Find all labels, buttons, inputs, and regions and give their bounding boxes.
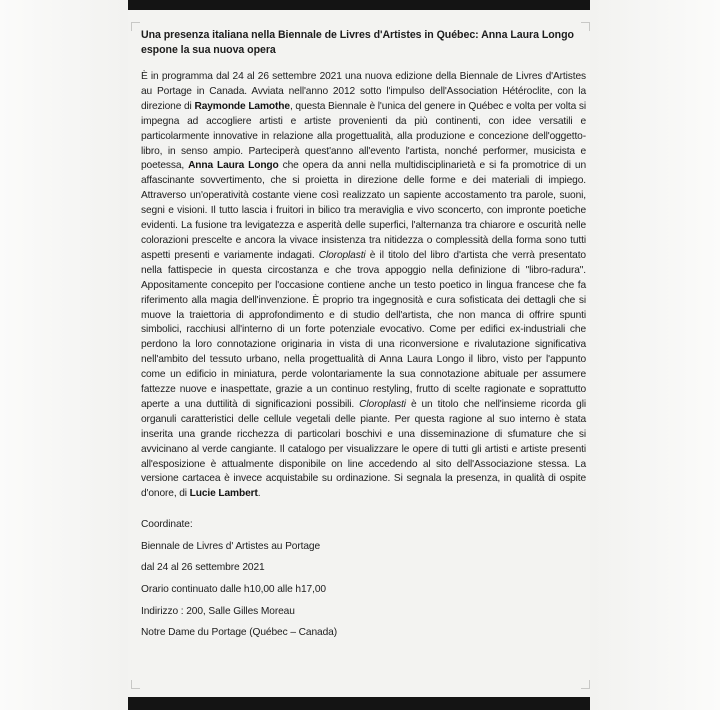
left-margin [0, 0, 128, 710]
coordinates-block [141, 514, 586, 644]
body-segment: è il titolo del libro d'artista che verrà presentato nella fattispecie in questa circostanza e che trova appoggio nella definizione di "libro-radura". Appositamente concepito per l'occasione contiene anche un testo poetico in lingua francese che fa riferimento alla magia dell'invenzione. È proprio tra ingegnosità e cura sofisticata dei dettagli che si muove la traiettoria di approfondimento e di studio dell'artista, che non manca di offrire spunti simbolici, racchiusi all'interno di un forte potenziale evocativo. Come per edifici ex-industriali che perdono la loro connotazione originaria in vista di una riconversione e rivalutazione significativa nell'ambito del tessuto urbano, nella progettualità di Anna Laura Longo il libro, visto per l'appunto come un edificio in miniatura, perde volontariamente la sua connotazione abituale per assumere fattezze nuove e inaspettate, grazie a un continuo restyling, frutto di scelte ragionate e soprattutto aperte a una duttilità di significazioni possibili. [141, 249, 586, 410]
event-dates: dal 24 al 26 settembre 2021 [141, 562, 265, 574]
event-name: Biennale de Livres d' Artistes au Portage [141, 540, 321, 552]
event-hours: Orario continuato dalle h10,00 alle h17,00 [141, 584, 326, 596]
body-segment: . [257, 488, 261, 500]
body-segment: che opera da anni nella multidisciplinarietà e si fa promotrice di un affascinante sovvertimento, che si proietta in direzione delle forme e dei materiali di impiego. Attraverso un'operatività costante viene così realizzato un sapiente accostamento tra parole, suoni, segni e visioni. Il tutto lascia i fruitori in bilico tra meraviglia e vivo sconcerto, con impronte poetiche evidenti. La fusione tra levigatezza e asperità delle superfici, l'alternanza tra chiarore e oscurità nelle colorazioni prescelte e ancora la vivace insistenza tra nitidezza o complessità della forma sono tutti aspetti presenti e variamente indagati. [141, 160, 586, 261]
body-segment: È in programma dal 24 al 26 settembre 2021 una nuova edizione della Biennale de Livres d'Artistes au Portage in Canada. Avviata nell'anno 2012 sotto l'impulso dell'Association Hétéroclite, con la direzione di [141, 71, 586, 112]
name-raymonde-lamothe: Raymonde Lamothe [194, 100, 290, 112]
book-title-cloroplasti: Cloroplasti [318, 249, 366, 261]
article-body [141, 70, 586, 502]
name-lucie-lambert: Lucie Lambert [189, 488, 258, 500]
right-margin [590, 0, 720, 710]
name-anna-laura-longo: Anna Laura Longo [188, 160, 279, 172]
article [141, 28, 586, 644]
article-title: Una presenza italiana nella Biennale de Livres d'Artistes in Québec: Anna Laura Longo espone la sua nuova opera [141, 29, 574, 56]
event-location: Notre Dame du Portage (Québec – Canada) [141, 627, 338, 639]
corner-mark [581, 680, 590, 689]
coordinates-heading: Coordinate: [141, 519, 193, 531]
bottom-black-bar [128, 697, 590, 710]
corner-mark [131, 680, 140, 689]
book-title-cloroplasti: Cloroplasti [359, 398, 406, 410]
body-segment: è un titolo che nell'insieme ricorda gli organuli caratteristici delle cellule vegetali delle piante. Per questa ragione al suo interno è stata inserita una grande ricchezza di particolari boschivi e una disseminazione di sfumature che si avvicinano al verde cangiante. Il catalogo per visualizzare le opere di tutti gli artisti e artiste presenti all'esposizione è attualmente disponibile on line accedendo al sito dell'Associazione stessa. La versione cartacea è invece acquistabile su ordinazione. Si segnala la presenza, in qualità di ospite d'onore, di [141, 398, 586, 500]
event-address: Indirizzo : 200, Salle Gilles Moreau [141, 605, 295, 617]
body-segment: , questa Biennale è l'unica del genere in Québec e volta per volta si impegna ad accogliere artisti e artiste provenienti da più continenti, con idee versatili e particolarmente innovative in relazione alla progettualità, alla produzione e concezione dell'oggetto-libro, in senso ampio. Parteciperà quest'anno all'evento l'artista, nonché performer, musicista e poetessa, [141, 100, 586, 172]
corner-mark [131, 22, 140, 31]
top-black-bar [128, 0, 590, 10]
